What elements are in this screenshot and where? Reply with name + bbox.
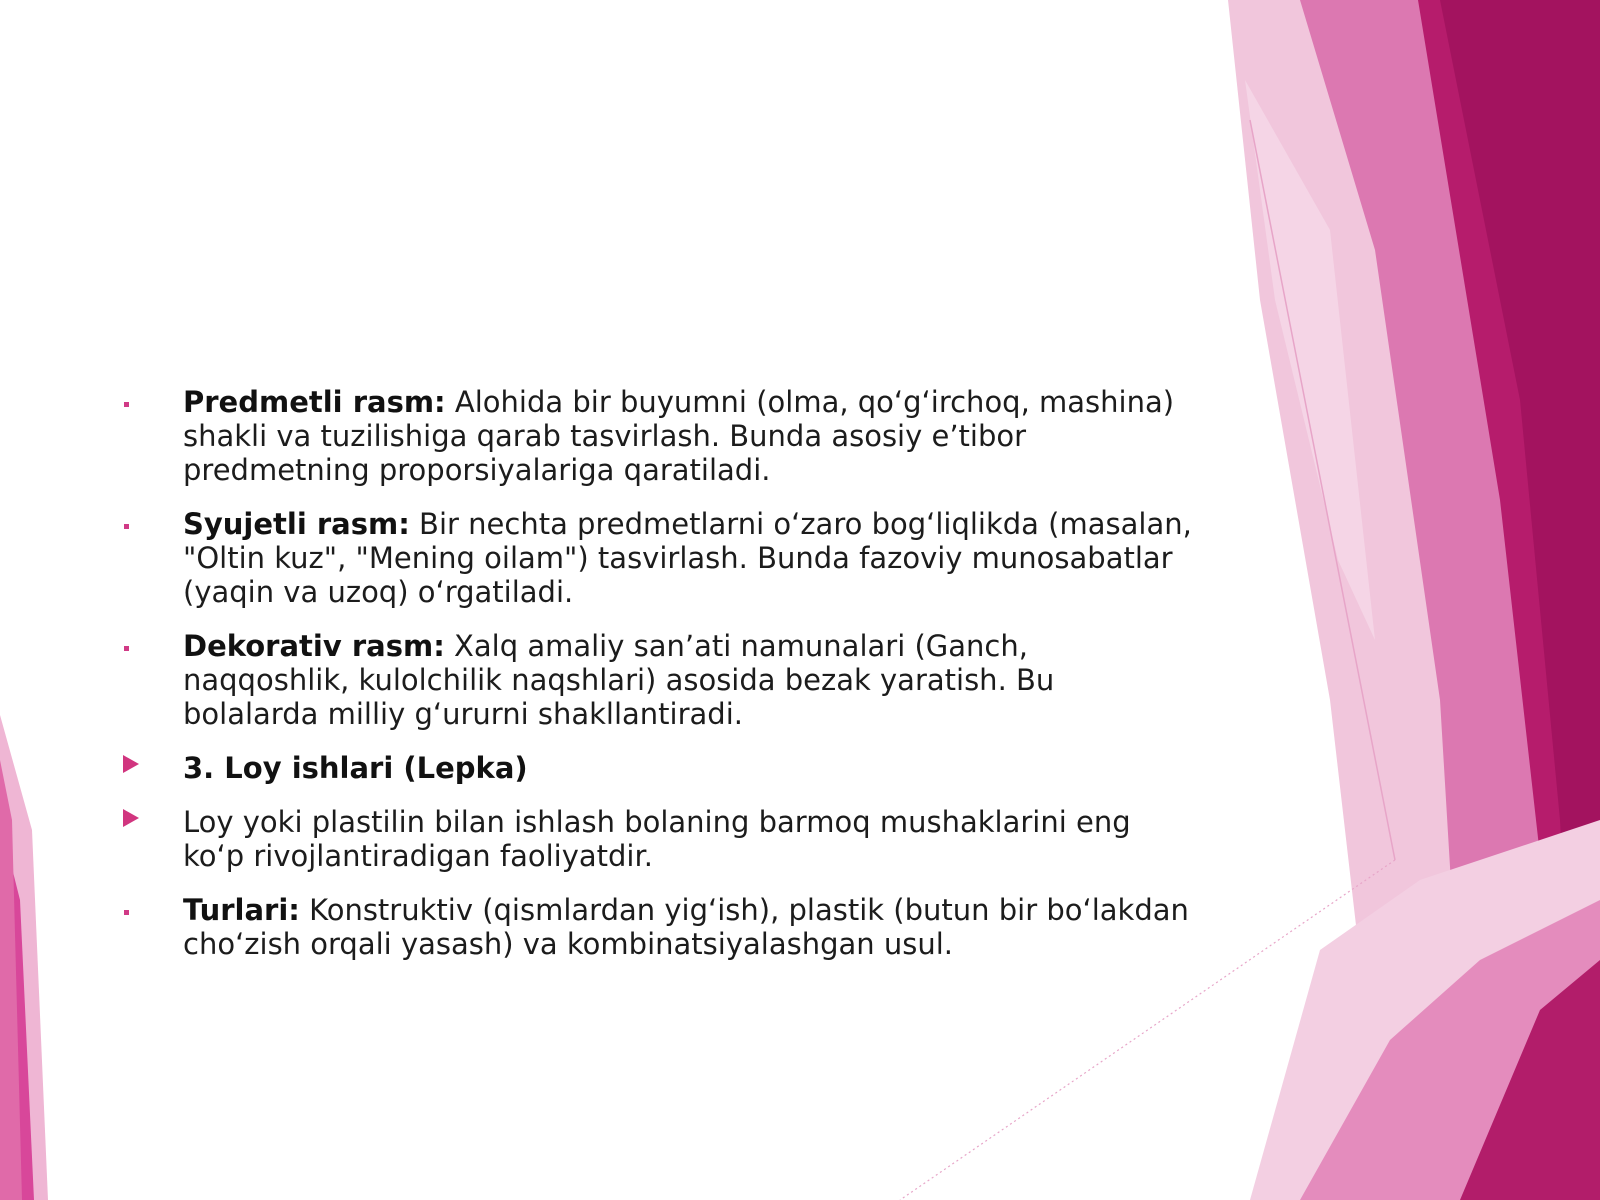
item-text: Alohida bir buyumni (olma, qoʻgʻirchoq, mashina) shakli va tuzilishiga qarab tasvirlash. Bunda asosiy eʼtibor predmetning proporsiyalariga qaratiladi. — [183, 385, 1175, 487]
square-bullet-icon — [124, 910, 129, 915]
list-item — [118, 751, 1198, 785]
section-heading: 3. Loy ishlari (Lepka) — [183, 751, 528, 785]
square-bullet-icon — [124, 646, 129, 651]
item-term: Dekorativ rasm: — [183, 629, 445, 663]
item-text: Bir nechta predmetlarni oʻzaro bogʻliqlikda (masalan, "Oltin kuz", "Mening oilam") tasvirlash. Bunda fazoviy munosabatlar (yaqin va uzoq) oʻrgatiladi. — [183, 507, 1192, 609]
list-item — [118, 507, 1198, 609]
square-bullet-icon — [124, 402, 129, 407]
list-item — [118, 385, 1198, 487]
item-term: Turlari: — [183, 893, 300, 927]
triangle-bullet-icon — [123, 755, 139, 773]
item-term: Syujetli rasm: — [183, 507, 410, 541]
list-item — [118, 805, 1198, 873]
item-term: Predmetli rasm: — [183, 385, 446, 419]
item-text: Konstruktiv (qismlardan yigʻish), plastik (butun bir boʻlakdan choʻzish orqali yasash) va kombinatsiyalashgan usul. — [183, 893, 1189, 961]
item-text: Loy yoki plastilin bilan ishlash bolaning barmoq mushaklarini eng koʻp rivojlantiradigan faoliyatdir. — [183, 805, 1131, 873]
triangle-bullet-icon — [123, 809, 139, 827]
list-item — [118, 629, 1198, 731]
item-text: Xalq amaliy sanʼati namunalari (Ganch, naqqoshlik, kulolchilik naqshlari) asosida bezak yaratish. Bu bolalarda milliy gʻururni shakllantiradi. — [183, 629, 1055, 731]
list-item — [118, 893, 1198, 961]
bullet-list — [118, 385, 1198, 981]
square-bullet-icon — [124, 524, 129, 529]
